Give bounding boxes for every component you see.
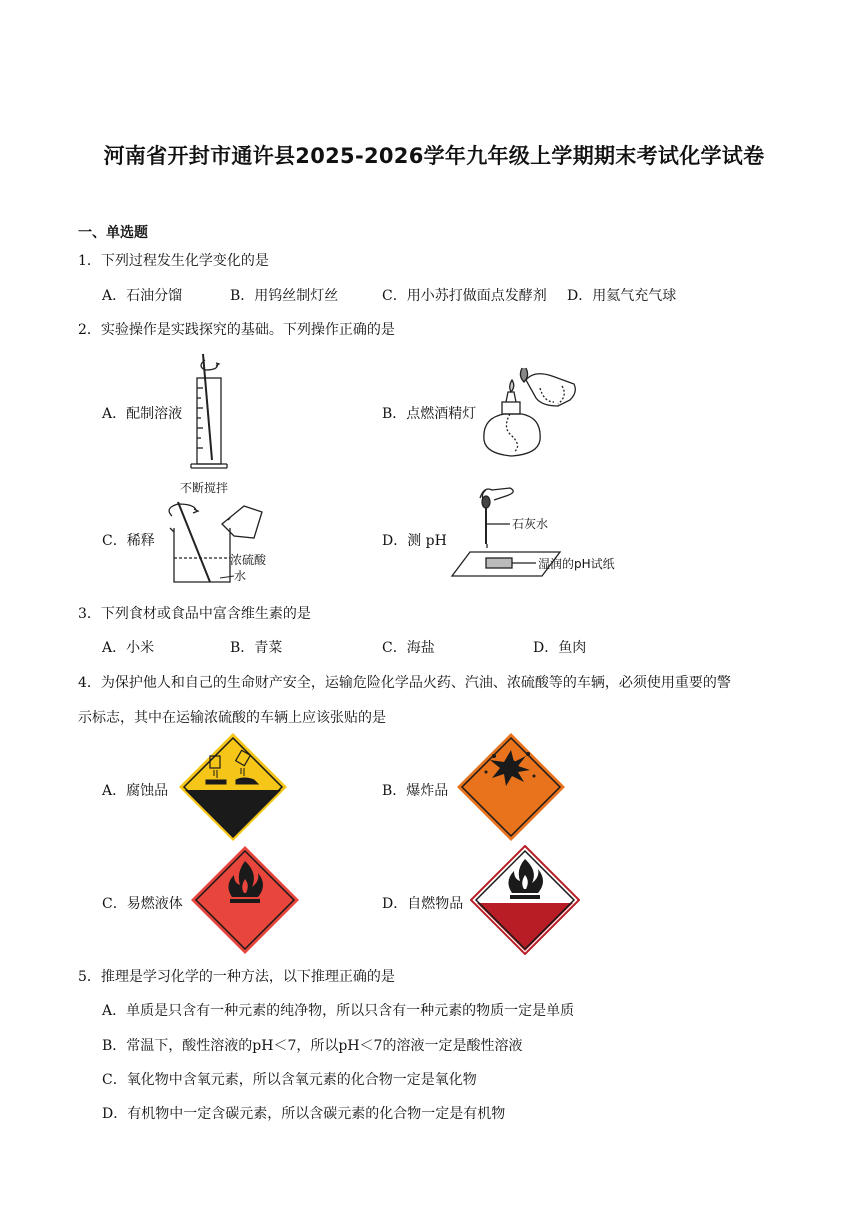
q4-option-c: C．易燃液体 bbox=[102, 896, 183, 912]
water-label: 水 bbox=[234, 569, 247, 583]
alcohol-lamp-figure bbox=[478, 362, 588, 462]
ph-test-figure bbox=[450, 484, 640, 584]
section-heading: 一、单选题 bbox=[78, 225, 148, 241]
limewater-label: 石灰水 bbox=[512, 517, 549, 531]
q2-option-b: B．点燃酒精灯 bbox=[382, 406, 477, 422]
q4-option-a: A．腐蚀品 bbox=[102, 783, 169, 799]
question-4-stem-line2: 示标志，其中在运输浓硫酸的车辆上应该张贴的是 bbox=[78, 710, 386, 726]
q2-option-a: A．配制溶液 bbox=[102, 406, 183, 422]
q1-option-a: A．石油分馏 bbox=[102, 288, 183, 304]
question-1-stem: 1．下列过程发生化学变化的是 bbox=[78, 253, 269, 269]
q5-option-d: D．有机物中一定含碳元素，所以含碳元素的化合物一定是有机物 bbox=[102, 1106, 506, 1122]
flammable-liquid-sign bbox=[190, 845, 300, 955]
corrosive-sign bbox=[178, 732, 288, 842]
page-title: 河南省开封市通许县2025-2026学年九年级上学期期末考试化学试卷 bbox=[103, 144, 765, 168]
q3-option-b: B．青菜 bbox=[230, 640, 283, 656]
graduated-cylinder-figure bbox=[185, 352, 237, 474]
explosive-sign bbox=[456, 732, 566, 842]
question-3-stem: 3．下列食材或食品中富含维生素的是 bbox=[78, 606, 311, 622]
q3-option-d: D．鱼肉 bbox=[533, 640, 587, 656]
spontaneous-combustion-sign bbox=[470, 845, 580, 955]
q3-option-c: C．海盐 bbox=[382, 640, 435, 656]
q3-option-a: A．小米 bbox=[102, 640, 155, 656]
question-2-stem: 2．实验操作是实践探究的基础。下列操作正确的是 bbox=[78, 322, 395, 338]
q4-option-d: D．自燃物品 bbox=[382, 896, 464, 912]
q2-option-c: C．稀释 bbox=[102, 533, 155, 549]
stir-label: 不断搅拌 bbox=[180, 481, 229, 495]
dilution-figure bbox=[150, 478, 280, 590]
q1-option-d: D．用氦气充气球 bbox=[567, 288, 677, 304]
question-5-stem: 5．推理是学习化学的一种方法，以下推理正确的是 bbox=[78, 969, 395, 985]
q5-option-c: C．氧化物中含氧元素，所以含氧元素的化合物一定是氧化物 bbox=[102, 1072, 477, 1088]
q1-option-b: B．用钨丝制灯丝 bbox=[230, 288, 339, 304]
ph-paper-label: 湿润的pH试纸 bbox=[538, 557, 615, 571]
q4-option-b: B．爆炸品 bbox=[382, 783, 449, 799]
q1-option-c: C．用小苏打做面点发酵剂 bbox=[382, 288, 547, 304]
question-4-stem-line1: 4．为保护他人和自己的生命财产安全，运输危险化学品火药、汽油、浓硫酸等的车辆，必须使用重要的警 bbox=[78, 675, 731, 691]
acid-label: 浓硫酸 bbox=[230, 553, 267, 567]
q5-option-a: A．单质是只含有一种元素的纯净物，所以只含有一种元素的物质一定是单质 bbox=[102, 1003, 575, 1019]
q5-option-b: B．常温下，酸性溶液的pH＜7，所以pH＜7的溶液一定是酸性溶液 bbox=[102, 1038, 523, 1054]
q2-option-d: D．测 pH bbox=[382, 533, 447, 549]
